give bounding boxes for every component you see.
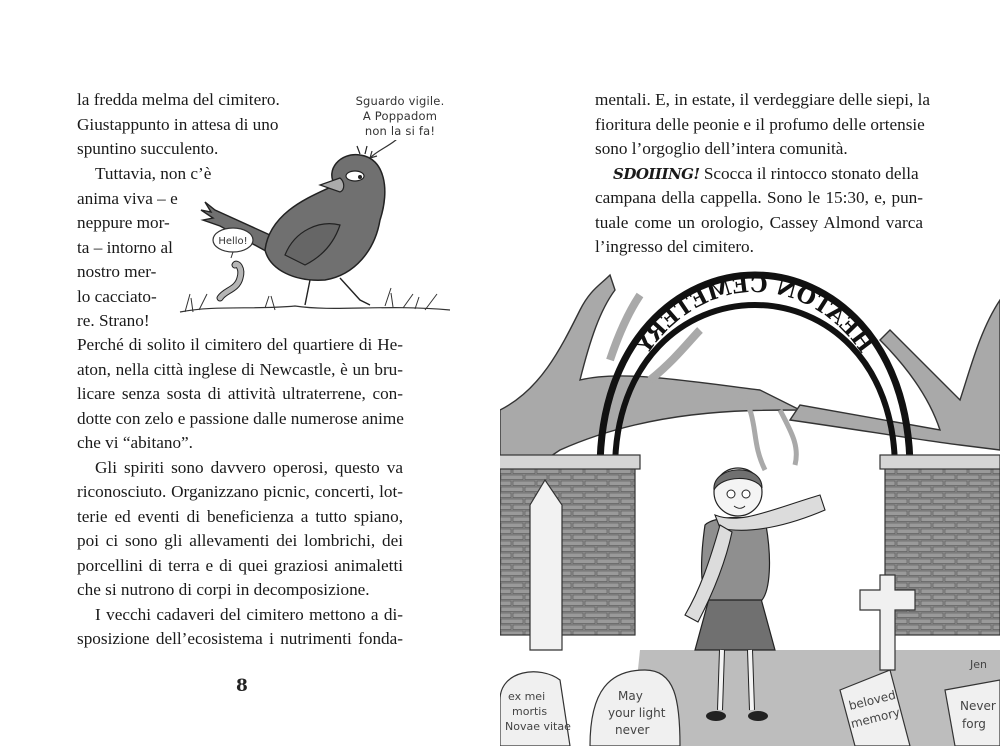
text-line: I vecchi cadaveri del cimitero mettono a di- [95,604,403,624]
svg-text:your light: your light [608,706,666,720]
text-line: mentali. E, in estate, il verdeggiare delle siepi, la [595,90,931,109]
text-line: nostro mer- [77,262,157,281]
svg-text:Jen: Jen [970,658,987,671]
worm-speech-text: Hello! [218,236,248,247]
svg-text:mortis: mortis [512,705,548,718]
text-line: re. Strano! [77,311,150,330]
text-fragment: Scocca il rintocco stonato della [699,163,919,183]
text-line: la fredda melma del cimitero. [77,90,280,109]
caption-line: Sguardo vigile. [355,94,445,108]
svg-text:memory: memory [849,705,902,731]
text-line: Gli spiriti sono davvero operosi, questo va [95,457,403,477]
caption-line: A Poppadom [362,109,438,123]
page-number: 8 [236,676,248,696]
caption-arrow-icon [370,140,405,158]
svg-text:Novae vitae: Novae vitae [505,720,571,733]
text-line: lo cacciato- [77,286,157,306]
text-line: campana della cappella. Sono le 15:30, e, pun- [595,188,923,207]
right-page [500,0,1000,746]
svg-text:May: May [618,689,643,703]
text-line: fioritura delle peonie e il profumo delle ortensie [595,114,925,134]
text-line: che vi “abitano”. [77,433,193,452]
text-line: l’ingresso del cimitero. [595,237,754,256]
ground-path [630,650,1000,746]
main-text-block [77,333,403,652]
obelisk-tombstone [530,480,562,650]
text-line: aton, nella città inglese di Newcastle, è un bru- [77,359,403,379]
text-line: licare senza sosta di attività ultraterrene, con- [77,384,403,403]
paragraph-2-narrow [77,162,212,334]
text-line: spuntino succulento. [77,139,219,158]
caption-line: non la si fa! [364,124,436,138]
text-line: neppure mor- [77,213,170,232]
text-line: anima viva – e [77,188,178,208]
text-line: terie ed eventi di beneficienza a tutto spiano, [77,506,403,526]
tombstone-text: ex mei [508,690,546,703]
text-line: sposizione dell’ecosistema i nutrimenti fonda- [77,629,403,648]
tombstone-right-2 [945,680,1000,746]
text-line: porcellini di terra e di quei graziosi animaletti [77,555,403,575]
text-line: ta – intorno al [77,237,173,257]
sound-effect: SDOIIING! [613,164,700,183]
ground [180,306,450,312]
svg-text:Never: Never [960,699,996,713]
arch-sign-text: HEATON CEMETERY [631,271,879,359]
text-line: Tuttavia, non c’è [95,164,212,183]
svg-text:beloved: beloved [847,687,898,713]
svg-text:never: never [615,723,650,737]
bird-legs [305,278,370,305]
cemetery-gate-illustration [500,270,1000,746]
text-line: sono l’orgoglio dell’intera comunità. [595,139,848,158]
bird-body [265,155,385,281]
text-line: Perché di solito il cimitero del quartiere di He- [77,335,403,354]
text-line: poi ci sono gli allevamenti dei lombrichi, dei [77,531,403,550]
left-brick-pillar [500,465,635,635]
svg-text:forg: forg [962,717,986,731]
illustration-caption [345,94,455,139]
text-line [595,162,923,187]
text-line: tuale come un orologio, Cassey Almond varca [595,212,923,232]
right-text-block [595,88,931,260]
text-line: riconosciuto. Organizzano picnic, concerti, lot- [77,482,403,501]
text-line: che si nutrono di corpi in decomposizione. [77,580,370,599]
blackbird-illustration [175,140,455,320]
text-line: Giustappunto in attesa di uno [77,114,279,134]
text-line: dotte con zelo e passione dalle numerose anime [77,408,404,428]
